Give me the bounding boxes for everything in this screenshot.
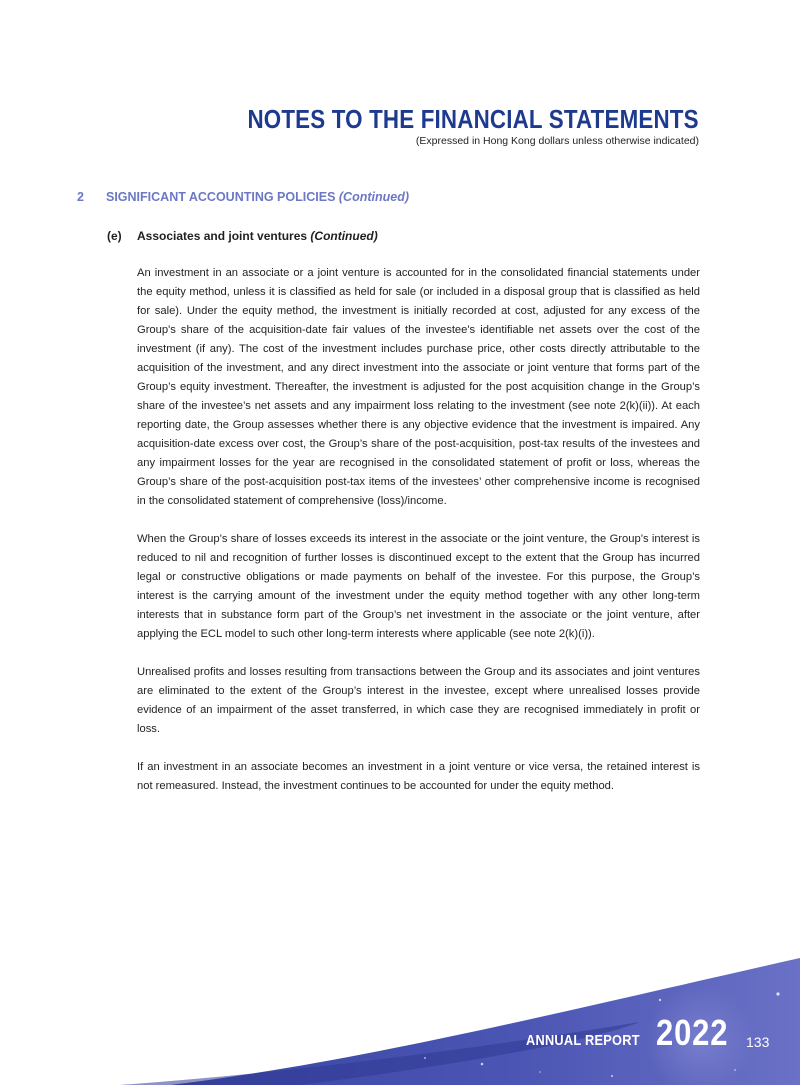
page-title: NOTES TO THE FINANCIAL STATEMENTS (247, 104, 699, 134)
paragraph-unrealised-profits: Unrealised profits and losses resulting from transactions between the Group and its associates and joint ventures are eliminated to the extent of the Group’s interest in the investee, except where unrealised losses provide evidence of an impairment of the asset transferred, in which case they are recognised immediately in profit or loss. (137, 666, 700, 735)
paragraph-share-of-losses: When the Group’s share of losses exceeds its interest in the associate or the joint venture, the Group’s interest is reduced to nil and recognition of further losses is discontinued except to the extent that the Group has incurred legal or constructive obligations or made payments on behalf of the investee. For this purpose, the Group’s interest is the carrying amount of the investment under the equity method together with any other long-term interests that in substance form part of the Group’s net investment in the associate or the joint venture, after applying the ECL model to such other long-term interests where applicable (see note 2(k)(i)). (137, 533, 700, 640)
subsection-continued: (Continued) (310, 229, 378, 243)
page-number: 133 (746, 1034, 770, 1050)
section-title: SIGNIFICANT ACCOUNTING POLICIES (106, 190, 336, 204)
paragraph-reclassification: If an investment in an associate becomes an investment in a joint venture or vice versa, the retained interest is not remeasured. Instead, the investment continues to be accounted for under the equity method. (137, 761, 700, 792)
subsection-title: Associates and joint ventures (137, 229, 308, 243)
subsection-number: (e) (107, 229, 122, 243)
report-year: 2022 (656, 1012, 729, 1053)
annual-report-label: ANNUAL REPORT (526, 1033, 640, 1049)
section-continued: (Continued) (338, 190, 410, 204)
paragraph-equity-method: An investment in an associate or a joint venture is accounted for in the consolidated financial statements under the equity method, unless it is classified as held for sale (or included in a disposal group that is classified as held for sale). Under the equity method, the investment is initially recorded at cost, adjusted for any excess of the Group's share of the acquisition-date fair values of the investee's identifiable net assets over the cost of the investment (if any). The cost of the investment includes purchase price, other costs directly attributable to the acquisition of the investment, and any direct investment into the associate or joint venture that forms part of the Group’s equity investment. Thereafter, the investment is adjusted for the post acquisition change in the Group’s share of the investee’s net assets and any impairment loss relating to the investment (see note 2(k)(ii)). At each reporting date, the Group assesses whether there is any objective evidence that the investment is impaired. Any acquisition-date excess over cost, the Group’s share of the post-acquisition, post-tax results of the investees and any impairment losses for the year are recognised in the consolidated statement of profit or loss, whereas the Group’s share of the post-acquisition post-tax items of the investees’ other comprehensive income is recognised in the consolidated statement of comprehensive (loss)/income. (137, 267, 700, 507)
section-number: 2 (77, 190, 84, 204)
page-subtitle: (Expressed in Hong Kong dollars unless otherwise indicated) (415, 135, 699, 147)
